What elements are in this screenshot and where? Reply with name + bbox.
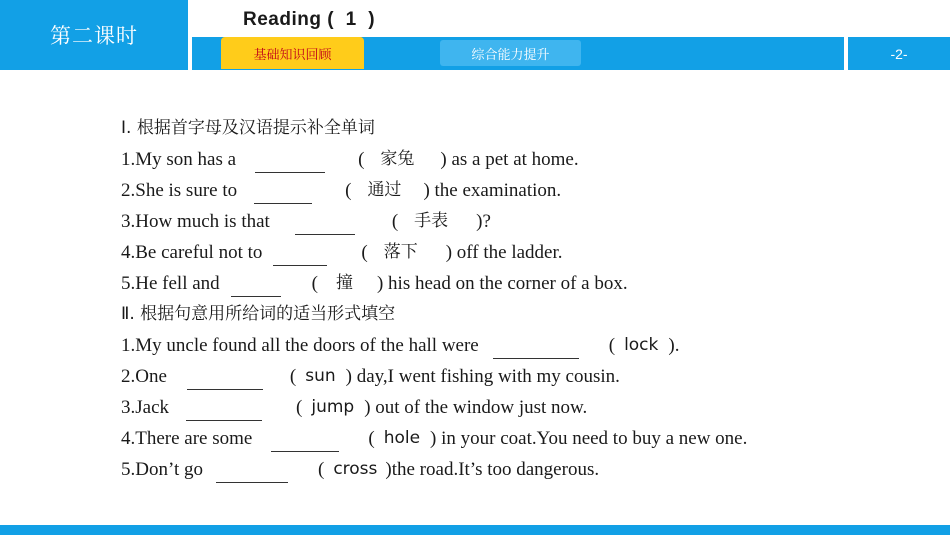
sentence-end: ) as a pet at home.	[440, 149, 579, 170]
hint-word: 家兔	[380, 149, 415, 169]
sentence-start: 5.He fell and	[121, 273, 220, 294]
answer-blank[interactable]	[186, 399, 262, 421]
sentence-end: )the road.It’s too dangerous.	[385, 459, 600, 480]
page-number: -2-	[848, 37, 950, 70]
exercise-line: 2.One ( sun ) day,I went fishing with my cousin.	[121, 361, 921, 392]
exercise-line: 3.Jack ( jump ) out of the window just now.	[121, 392, 921, 423]
tab-basic-review[interactable]: 基础知识回顾	[221, 37, 364, 69]
sentence-end: ) the examination.	[423, 180, 562, 201]
hint-word: hole	[383, 428, 421, 448]
sentence-end: ) out of the window just now.	[364, 397, 588, 418]
hint-word: 手表	[414, 211, 449, 231]
sentence-start: 2.She is sure to	[121, 180, 238, 201]
exercise-line: 4.Be careful not to ( 落下 ) off the ladder.	[121, 237, 921, 268]
answer-blank[interactable]	[273, 244, 327, 266]
sentence-start: 2.One	[121, 366, 167, 387]
sentence-end: ) his head on the corner of a box.	[376, 273, 628, 294]
exercise-line: 1.My uncle found all the doors of the hall were ( lock ).	[121, 330, 921, 361]
hint-word: lock	[624, 335, 659, 355]
hint-word: jump	[311, 397, 355, 417]
exercise-line: 4.There are some ( hole ) in your coat.You need to buy a new one.	[121, 423, 921, 454]
sentence-start: 5.Don’t go	[121, 459, 203, 480]
sentence-start: 4.Be careful not to	[121, 242, 263, 263]
sentence-end: ) day,I went fishing with my cousin.	[345, 366, 620, 387]
sentence-start: 1.My son has a	[121, 149, 237, 170]
hint-word: 落下	[383, 242, 418, 262]
section1-heading: Ⅰ. 根据首字母及汉语提示补全单词	[121, 118, 375, 138]
hint-word: 撞	[335, 273, 353, 293]
hint-word: 通过	[367, 180, 402, 200]
exercise-line: 5.Don’t go ( cross )the road.It’s too dangerous.	[121, 454, 921, 485]
answer-blank[interactable]	[493, 337, 579, 359]
exercise-line: 1.My son has a ( 家兔 ) as a pet at home.	[121, 144, 921, 175]
sentence-start: 3.Jack	[121, 397, 170, 418]
answer-blank[interactable]	[187, 368, 263, 390]
sentence-end: ) off the ladder.	[445, 242, 563, 263]
sentence-end: )?	[476, 211, 491, 232]
exercise-line: 3.How much is that ( 手表 )?	[121, 206, 921, 237]
sentence-start: 4.There are some	[121, 428, 253, 449]
section2-heading: Ⅱ. 根据句意用所给词的适当形式填空	[121, 304, 396, 324]
answer-blank[interactable]	[216, 461, 288, 483]
hint-word: sun	[305, 366, 336, 386]
lesson-label: 第二课时	[0, 0, 188, 70]
answer-blank[interactable]	[271, 430, 339, 452]
answer-blank[interactable]	[254, 182, 312, 204]
page-title: Reading ( 1 )	[243, 9, 376, 30]
answer-blank[interactable]	[295, 213, 355, 235]
exercise-content	[121, 113, 921, 485]
sentence-start: 1.My uncle found all the doors of the hall were	[121, 335, 479, 356]
tab-comprehensive[interactable]: 综合能力提升	[440, 40, 581, 66]
answer-blank[interactable]	[255, 151, 325, 173]
exercise-line: 5.He fell and ( 撞 ) his head on the corner of a box.	[121, 268, 921, 299]
answer-blank[interactable]	[231, 275, 281, 297]
hint-word: cross	[333, 459, 378, 479]
exercise-line: 2.She is sure to ( 通过 ) the examination.	[121, 175, 921, 206]
sentence-start: 3.How much is that	[121, 211, 270, 232]
sentence-end: ) in your coat.You need to buy a new one.	[430, 428, 748, 449]
bottom-bar	[0, 525, 950, 535]
sentence-end: ).	[668, 335, 680, 356]
